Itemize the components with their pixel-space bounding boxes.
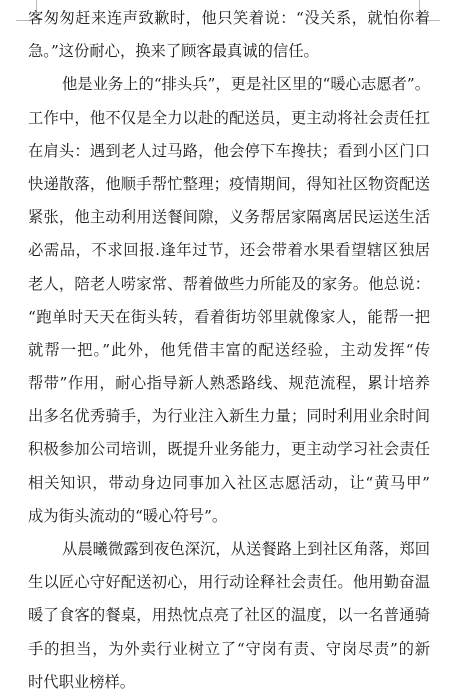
text-line: 相关知识，带动身边同事加入社区志愿活动，让“黄马甲” bbox=[28, 473, 430, 492]
text-line: “跑单时天天在街头转，看着街坊邻里就像家人，能帮一把 bbox=[28, 307, 430, 326]
text-line: 出多名优秀骑手，为行业注入新生力量；同时利用业余时间 bbox=[28, 407, 430, 426]
text-line: 暖了食客的餐桌，用热忱点亮了社区的温度，以一名普通骑 bbox=[28, 606, 430, 625]
text-line: 必需品，不求回报.逢年过节，还会带着水果看望辖区独居 bbox=[28, 241, 430, 260]
paragraph bbox=[28, 533, 430, 699]
text-line: 急。”这份耐心，换来了顾客最真诚的信任。 bbox=[28, 42, 319, 61]
text-line: 帮带”作用，耐心指导新人熟悉路线、规范流程，累计培养 bbox=[28, 374, 430, 393]
text-line: 从晨曦微露到夜色深沉，从送餐路上到社区角落，郑回 bbox=[62, 540, 430, 558]
text-line: 老人，陪老人唠家常、帮着做些力所能及的家务。他总说： bbox=[28, 274, 430, 293]
text-line: 他是业务上的“排头兵”，更是社区里的“暖心志愿者”。 bbox=[62, 75, 430, 94]
text-line: 工作中，他不仅是全力以赴的配送员，更主动将社会责任扛 bbox=[28, 108, 430, 127]
paragraph bbox=[28, 2, 430, 68]
text-line: 生以匠心守好配送初心，用行动诠释社会责任。他用勤奋温 bbox=[28, 573, 430, 592]
text-line: 手的担当，为外卖行业树立了“守岗有责、守岗尽责”的新 bbox=[28, 639, 430, 658]
text-line: 客匆匆赶来连声致歉时，他只笑着说：“没关系，就怕你着 bbox=[28, 9, 430, 27]
document-body bbox=[28, 2, 430, 699]
paragraph bbox=[28, 68, 430, 533]
text-line: 时代职业榜样。 bbox=[28, 672, 136, 691]
text-line: 紧张，他主动利用送餐间隙，义务帮居家隔离居民运送生活 bbox=[28, 208, 430, 227]
text-line: 就帮一把。”此外，他凭借丰富的配送经验，主动发挥“传 bbox=[28, 340, 430, 359]
text-line: 快递散落，他顺手帮忙整理；疫情期间，得知社区物资配送 bbox=[28, 174, 430, 193]
text-line: 积极参加公司培训，既提升业务能力，更主动学习社会责任 bbox=[28, 440, 430, 459]
text-line: 在肩头：遇到老人过马路，他会停下车搀扶；看到小区门口 bbox=[28, 141, 430, 160]
text-line: 成为街头流动的“暖心符号”。 bbox=[28, 506, 228, 525]
